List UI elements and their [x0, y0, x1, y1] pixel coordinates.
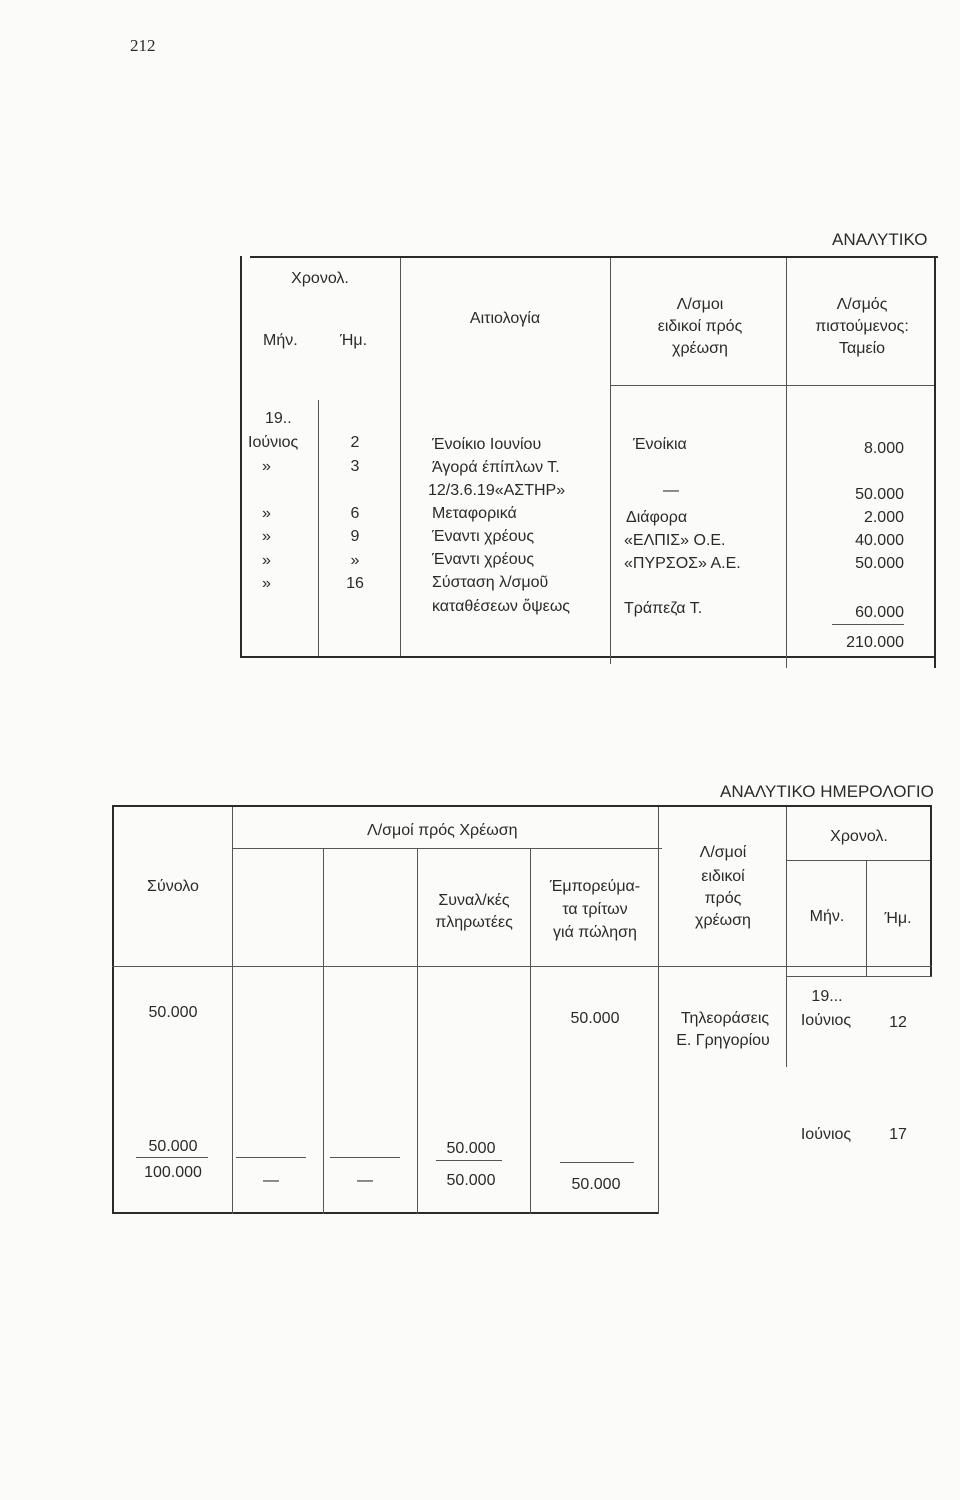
row-month: »: [262, 505, 271, 522]
row-total-b: 100.000: [144, 1164, 202, 1181]
header-credit-3: Ταμείο: [838, 340, 886, 357]
header-total: Σύνολο: [147, 878, 199, 895]
row-amount: 2.000: [863, 509, 904, 526]
row-account: Ένοίκια: [633, 436, 687, 453]
header-goods-1: Έμπορεύμα-: [549, 878, 641, 895]
row-day: 6: [350, 505, 360, 522]
header-debit-1: Λ/σμοι: [676, 296, 724, 313]
header-special-3: πρός: [704, 890, 742, 907]
table2-title: ΑΝΑΛΥΤΙΚΟ ΗΜΕΡΟΛΟΓΙΟ: [720, 782, 934, 801]
header-goods-2: τα τρίτων: [562, 901, 628, 918]
row-special-1: Τηλεοράσεις: [680, 1010, 770, 1027]
header-month: Μήν.: [809, 908, 845, 925]
header-debit-3: χρέωση: [672, 340, 728, 357]
row-day: 3: [350, 458, 360, 475]
row-account: —: [663, 482, 679, 499]
row-special-2: Ε. Γρηγορίου: [676, 1032, 770, 1049]
header-reason: Αιτιολογία: [469, 310, 541, 327]
row-total-a: 50.000: [148, 1138, 198, 1155]
row-month: Ιούνιος: [800, 1126, 852, 1143]
row-total: 50.000: [148, 1004, 198, 1021]
header-day: Ήμ.: [340, 332, 368, 349]
row-reason: Σύσταση λ/σμοῦ: [432, 574, 549, 591]
row-reason: Μεταφορικά: [432, 505, 517, 522]
row-day: 12: [889, 1014, 907, 1031]
row-day: 16: [346, 575, 364, 592]
header-debit-group: Λ/σμοί πρός Χρέωση: [367, 822, 518, 839]
row-month: »: [262, 575, 271, 592]
row-year: 19...: [811, 988, 843, 1005]
header-debit-2: ειδικοί πρός: [657, 318, 743, 335]
row-day: 2: [350, 434, 360, 451]
header-credit-2: πιστούμενος:: [815, 318, 909, 335]
row-account: Τράπεζα Τ.: [624, 600, 703, 617]
row-reason: Έναντι χρέους: [432, 551, 535, 568]
header-special-1: Λ/σμοί: [699, 844, 747, 861]
row-amount: 60.000: [855, 604, 904, 621]
header-payables-1: Συναλ/κές: [438, 892, 510, 909]
row-amount: 50.000: [855, 486, 904, 503]
dash: —: [357, 1172, 373, 1189]
header-day: Ήμ.: [884, 910, 912, 927]
header-payables-2: πληρωτέες: [435, 914, 513, 931]
row-day: 9: [350, 528, 360, 545]
header-credit-1: Λ/σμός: [836, 296, 888, 313]
header-month: Μήν.: [263, 332, 298, 349]
row-month: »: [262, 528, 271, 545]
row-account: «ΕΛΠΙΣ» Ο.Ε.: [624, 532, 726, 549]
table1-title: ΑΝΑΛΥΤΙΚΟ: [832, 230, 928, 249]
row-month: »: [262, 458, 271, 475]
row-reason: καταθέσεων ὄψεως: [432, 598, 571, 615]
row-amount: 8.000: [863, 440, 904, 457]
row-reason: Ένοίκιο Ιουνίου: [432, 436, 542, 453]
year-label: 19..: [265, 410, 292, 427]
row-account: «ΠΥΡΣΟΣ» Α.Ε.: [624, 555, 741, 572]
dash: —: [263, 1172, 279, 1189]
row-payables-b: 50.000: [446, 1172, 496, 1189]
table1-total: 210.000: [846, 634, 904, 651]
row-amount: 50.000: [855, 555, 904, 572]
header-goods-3: γιά πώληση: [553, 924, 637, 941]
header-special-2: ειδικοί: [701, 868, 745, 885]
row-payables-a: 50.000: [446, 1140, 496, 1157]
header-chronol: Χρονολ.: [291, 270, 349, 287]
header-special-4: χρέωση: [695, 912, 751, 929]
page-number: 212: [130, 36, 156, 55]
row-reason: 12/3.6.19«ΑΣΤΗΡ»: [428, 482, 566, 499]
row-reason: Έναντι χρέους: [432, 528, 535, 545]
row-goods-b: 50.000: [571, 1176, 621, 1193]
row-day: »: [350, 552, 360, 569]
row-account: Διάφορα: [626, 509, 688, 526]
row-reason: Άγορά έπίπλων Τ.: [432, 459, 560, 476]
header-chronol: Χρονολ.: [830, 828, 888, 845]
row-month: »: [262, 552, 271, 569]
row-month: Ιούνιος: [800, 1012, 852, 1029]
row-amount: 40.000: [855, 532, 904, 549]
row-month: Ιούνιος: [248, 434, 299, 451]
row-goods: 50.000: [570, 1010, 620, 1027]
row-day: 17: [889, 1126, 907, 1143]
